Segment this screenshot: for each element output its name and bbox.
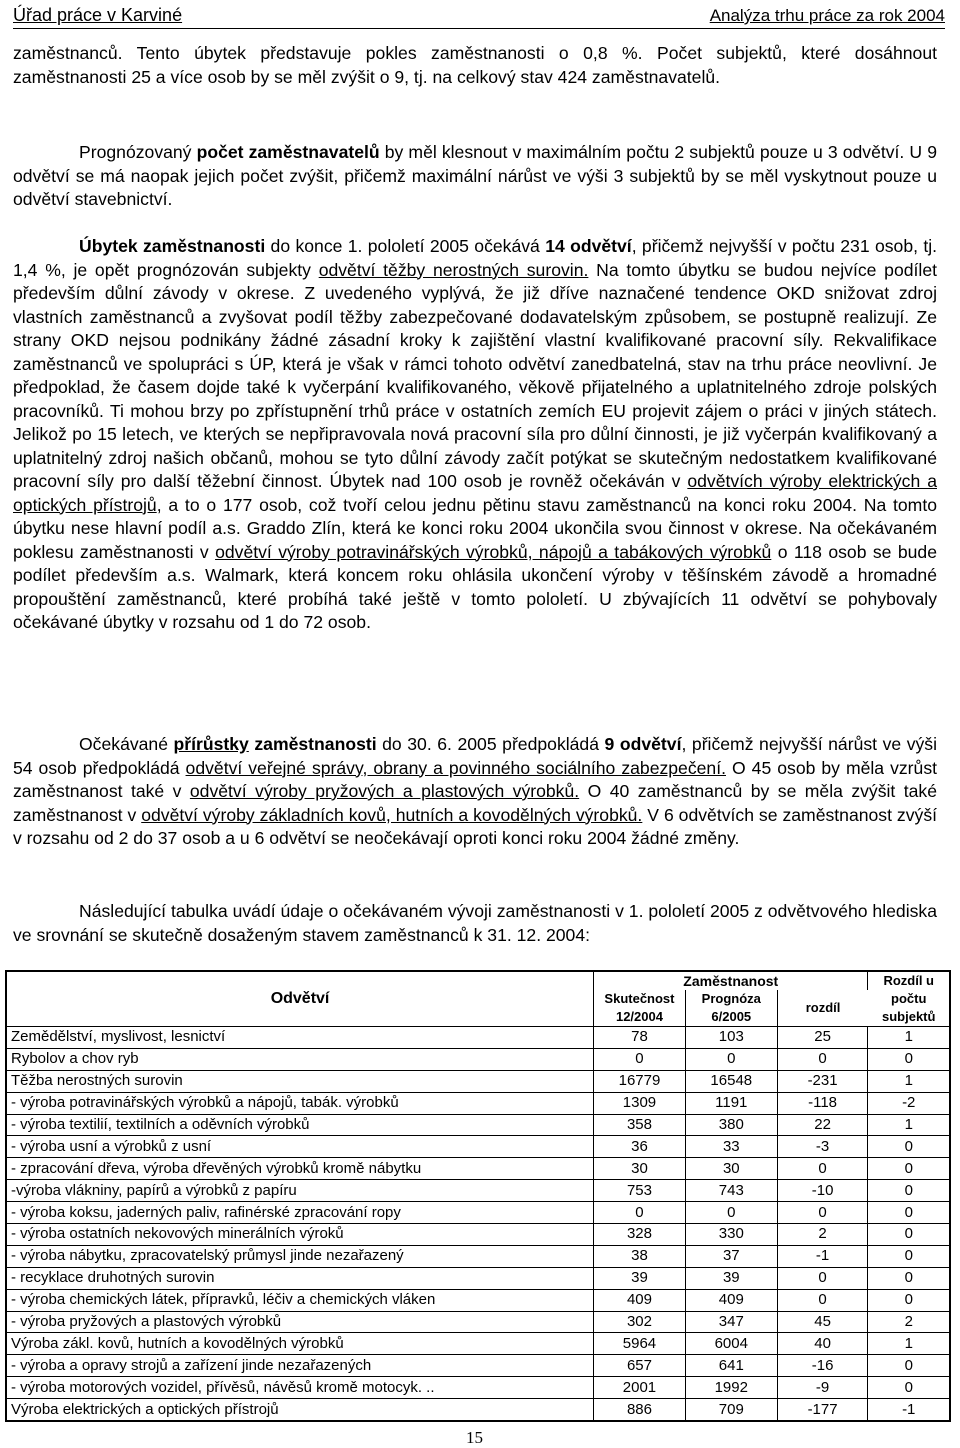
cell-rozdil-subjektu: 0 — [868, 1290, 949, 1312]
table-row — [7, 1093, 949, 1115]
cell-odvetvi: Zemědělství, myslivost, lesnictví — [7, 1027, 594, 1049]
table-row — [7, 1136, 949, 1158]
cell-rozdil: -16 — [778, 1355, 869, 1377]
cell-rozdil-subjektu: 0 — [868, 1158, 949, 1180]
table-row — [7, 1399, 949, 1420]
th-skutecnost: Skutečnost 12/2004 — [594, 990, 686, 1027]
cell-rozdil: -9 — [778, 1377, 869, 1399]
p4-a: Očekávané — [79, 734, 174, 754]
cell-odvetvi: - výroba pryžových a plastových výrobků — [7, 1312, 594, 1334]
cell-rozdil-subjektu: 0 — [868, 1049, 949, 1071]
p3-i: odvětví výroby potravinářských výrobků, nápojů a tabákových výrobků — [215, 541, 772, 562]
p4-g: odvětví veřejné správy, obrany a povinného sociálního zabezpečení. — [185, 757, 726, 778]
p4-i: odvětví výroby pryžových a plastových výrobků. — [189, 781, 580, 801]
page-header — [13, 2, 945, 29]
table-row — [7, 1202, 949, 1224]
table-row — [7, 1246, 949, 1268]
page-number: 15 — [466, 1428, 483, 1447]
cell-skutecnost: 2001 — [594, 1377, 686, 1399]
cell-prognoza: 330 — [686, 1224, 778, 1246]
p4-e: 9 odvětví — [604, 734, 682, 754]
cell-prognoza: 0 — [686, 1202, 778, 1224]
cell-odvetvi: - výroba a opravy strojů a zařízení jinde nezařazených — [7, 1355, 594, 1377]
p4-h: O 45 osob by měla vzrůst zaměstnanost také v — [13, 757, 937, 801]
cell-skutecnost: 886 — [594, 1399, 686, 1420]
p3-h: , a to o 177 osob, což tvoří celou jednu pětinu stavu zaměstnanců na konci roku 2004. Na tomto úbytku nese hlavní podíl a.s. Graddo Zlín, která ke konci roku 2004 ukončila svou činnost v okrese. Na očekávaném poklesu zaměstnanosti v — [13, 494, 938, 562]
cell-rozdil: -177 — [778, 1399, 869, 1420]
p5-text: Následující tabulka uvádí údaje o očekávaném vývoji zaměstnanosti v 1. pololetí 2005 z odvětvového hlediska ve srovnání se skutečně dosaženým stavem zaměstnanců k 31. 12. 2004: — [13, 901, 937, 945]
cell-skutecnost: 0 — [594, 1202, 686, 1224]
p3-j: o 118 osob se bude podílet především a.s. Walmark, která koncem roku ohlásila ukončení výroby v těšínském závodě a hromadné propouštění zaměstnanců, které probíhá také ještě v tomto pololetí. U zbývajících 11 odvětví se pohybovaly očekávané úbytky v rozsahu od 1 do 72 osob. — [13, 541, 937, 632]
cell-rozdil-subjektu: 0 — [868, 1355, 949, 1377]
cell-rozdil-subjektu: -1 — [902, 1400, 916, 1418]
p4-b: přírůstky — [173, 734, 249, 754]
cell-skutecnost: 38 — [594, 1246, 686, 1268]
cell-rozdil-subjektu: 0 — [868, 1268, 949, 1290]
p3-g: odvětvích výroby elektrických a optických přístrojů — [13, 471, 937, 515]
th-prognoza: Prognóza 6/2005 — [686, 990, 778, 1027]
p3-d: , přičemž nejvyšší v počtu 231 osob, tj. 1,4 %, je opět prognózován subjekty — [13, 236, 938, 280]
cell-rozdil-subjektu: 0 — [868, 1377, 949, 1399]
header-title: Analýza trhu práce za rok 2004 — [709, 6, 945, 25]
cell-skutecnost: 409 — [594, 1290, 686, 1312]
table-row — [7, 1158, 949, 1180]
cell-rozdil: -118 — [778, 1093, 869, 1115]
cell-rozdil: -1 — [778, 1246, 869, 1268]
p4-f: , přičemž nejvyšší nárůst ve výši 54 osob předpokládá — [13, 734, 938, 778]
table-row — [7, 1049, 949, 1071]
th-rozdil-subjektu: Rozdíl u počtu subjektů — [868, 972, 949, 1027]
cell-prognoza: 743 — [686, 1180, 778, 1202]
cell-rozdil: -231 — [778, 1071, 869, 1093]
table-row — [7, 1027, 949, 1049]
cell-prognoza: 39 — [686, 1268, 778, 1290]
cell-rozdil: 45 — [778, 1312, 869, 1334]
cell-odvetvi: Rybolov a chov ryb — [7, 1049, 594, 1071]
paragraph-5 — [13, 900, 937, 947]
cell-odvetvi: - výroba motorových vozidel, přívěsů, návěsů kromě motocyk. .. — [7, 1377, 594, 1399]
cell-rozdil: 22 — [778, 1115, 869, 1137]
p4-j: O 40 zaměstnanců by se měla zvýšit také zaměstnanost v — [13, 781, 938, 825]
cell-odvetvi: Výroba elektrických a optických přístrojů — [7, 1399, 594, 1420]
p3-c: 14 odvětví — [545, 236, 632, 256]
cell-skutecnost: 36 — [594, 1136, 686, 1158]
table-row — [7, 1268, 949, 1290]
cell-rozdil: -10 — [778, 1180, 869, 1202]
employment-table — [5, 970, 951, 1422]
cell-skutecnost: 358 — [594, 1115, 686, 1137]
p3-b: do konce 1. pololetí 2005 očekává — [265, 236, 546, 256]
cell-prognoza: 380 — [686, 1115, 778, 1137]
cell-odvetvi: - zpracování dřeva, výroba dřevěných výrobků kromě nábytku — [7, 1158, 594, 1180]
cell-skutecnost: 1309 — [594, 1093, 686, 1115]
cell-rozdil-subjektu: 2 — [868, 1312, 949, 1334]
p3-f: Na tomto úbytku se budou nejvíce podílet především důlní závody v okrese. Z uvedeného vyplývá, že již dříve naznačené tendence OKD snižovat zdroj vlastních zaměstnanců a zvyšovat podíl těžby zabezpečované dodavatelským způsobem, se postupně realizují. Ze strany OKD nejsou podnikány žádné zásadní kroky k zajištění vlastní kvalifikované pracovní síly. Rekvalifikace zaměstnanců ve spolupráci s ÚP, která je však v rámci tohoto odvětví zanedbatelná, stav na trhu práce neovlivní. Je předpoklad, že časem dojde také k vyčerpání kvalifikovaného, věkově přijatelného a uplatnitelného zdroje polských pracovníků. Ti mohou brzy po zpřístupnění trhů práce v ostatních zemích EU projevit zájem o práci v jiných státech. Jelikož po 15 letech, ve kterých se nepřipravovala nová pracovní síla pro důlní činnosti, je již vyčerpán kvalifikovaný a uplatnitelný zdroj našich občanů, mohou se tyto důlní závody začít potýkat se skutečným nedostatkem kvalifikované pracovní síly pro další těžební činnost. Úbytek nad 100 osob je rovněž očekáván v — [13, 259, 938, 491]
cell-prognoza: 6004 — [686, 1333, 778, 1355]
th-rozdil: rozdíl — [778, 990, 869, 1027]
cell-prognoza: 103 — [686, 1027, 778, 1049]
cell-odvetvi: - výroba usní a výrobků z usní — [7, 1136, 594, 1158]
cell-rozdil-subjektu: 0 — [868, 1136, 949, 1158]
cell-skutecnost: 16779 — [594, 1071, 686, 1093]
table-row — [7, 1115, 949, 1137]
cell-odvetvi: Výroba zákl. kovů, hutních a kovodělných výrobků — [7, 1333, 594, 1355]
p4-l: V 6 odvětvích se zaměstnanost zvýší v rozsahu od 2 do 37 osob a u 6 odvětví se neočekávají oproti konci roku 2004 žádné změny. — [13, 804, 938, 848]
cell-prognoza: 37 — [686, 1246, 778, 1268]
cell-skutecnost: 78 — [594, 1027, 686, 1049]
cell-prognoza: 0 — [686, 1049, 778, 1071]
p4-c: zaměstnanosti — [248, 734, 377, 754]
cell-prognoza: 1992 — [686, 1377, 778, 1399]
p3-e: odvětví těžby nerostných surovin. — [318, 259, 589, 280]
table-row — [7, 1180, 949, 1202]
cell-odvetvi: - výroba potravinářských výrobků a nápojů, tabák. výrobků — [7, 1093, 594, 1115]
paragraph-4 — [13, 733, 937, 851]
table-row — [7, 1333, 949, 1355]
cell-rozdil-subjektu: 0 — [868, 1202, 949, 1224]
cell-odvetvi: -výroba vlákniny, papírů a výrobků z papíru — [7, 1180, 594, 1202]
cell-prognoza: 709 — [686, 1399, 778, 1420]
cell-skutecnost: 328 — [594, 1224, 686, 1246]
cell-skutecnost: 5964 — [594, 1333, 686, 1355]
cell-odvetvi: - výroba koksu, jaderných paliv, rafinérské zpracování ropy — [7, 1202, 594, 1224]
table-row — [7, 1071, 949, 1093]
table-row — [7, 1312, 949, 1334]
cell-odvetvi: - recyklace druhotných surovin — [7, 1268, 594, 1290]
cell-rozdil-subjektu: 0 — [868, 1246, 949, 1268]
header-office: Úřad práce v Karviné — [13, 5, 183, 25]
p4-k: odvětví výroby základních kovů, hutních a kovodělných výrobků. — [141, 804, 643, 825]
th-zamestnanost: Zaměstnanost — [594, 972, 868, 990]
cell-prognoza: 347 — [686, 1312, 778, 1334]
cell-rozdil: 40 — [778, 1333, 869, 1355]
p2-c: by měl klesnout v maximálním počtu 2 subjektů pouze u 3 odvětví. U 9 odvětví se má naopak jejich počet zvýšit, přičemž maximální nárůst ve výši 3 subjektů by se měl vyskytnout pouze u odvětví stavebnictví. — [13, 142, 937, 209]
cell-prognoza: 33 — [686, 1136, 778, 1158]
cell-skutecnost: 0 — [594, 1049, 686, 1071]
paragraph-3 — [13, 235, 937, 635]
p2-b: počet zaměstnavatelů — [196, 142, 380, 162]
cell-prognoza: 30 — [686, 1158, 778, 1180]
table-row — [7, 1377, 949, 1399]
cell-prognoza: 1191 — [686, 1093, 778, 1115]
p2-a: Prognózovaný — [79, 142, 197, 162]
cell-rozdil: 0 — [778, 1049, 869, 1071]
cell-skutecnost: 39 — [594, 1268, 686, 1290]
cell-rozdil: 2 — [778, 1224, 869, 1246]
cell-rozdil: -3 — [778, 1136, 869, 1158]
p3-a: Úbytek zaměstnanosti — [79, 236, 266, 256]
cell-rozdil: 0 — [778, 1202, 869, 1224]
cell-rozdil: 0 — [778, 1158, 869, 1180]
cell-rozdil-subjektu: 0 — [868, 1180, 949, 1202]
cell-skutecnost: 302 — [594, 1312, 686, 1334]
cell-rozdil-subjektu: -2 — [868, 1093, 949, 1115]
p4-d: do 30. 6. 2005 předpokládá — [376, 734, 605, 754]
paragraph-1-text: zaměstnanců. Tento úbytek představuje pokles zaměstnanosti o 0,8 %. Počet subjektů, které dosáhnout zaměstnanosti 25 a více osob by se měl zvýšit o 9, tj. na celkový stav 424 zaměstnavatelů. — [13, 43, 937, 87]
table-row — [7, 1355, 949, 1377]
cell-rozdil-subjektu: 1 — [868, 1027, 949, 1049]
cell-rozdil: 0 — [778, 1290, 869, 1312]
table-row — [7, 1224, 949, 1246]
paragraph-2 — [13, 141, 937, 212]
cell-rozdil-subjektu: 1 — [868, 1333, 949, 1355]
cell-rozdil: 0 — [778, 1268, 869, 1290]
cell-prognoza: 16548 — [686, 1071, 778, 1093]
cell-odvetvi: Těžba nerostných surovin — [7, 1071, 594, 1093]
cell-odvetvi: - výroba ostatních nekovových minerálních výroků — [7, 1224, 594, 1246]
cell-rozdil-subjektu: 1 — [868, 1071, 949, 1093]
cell-skutecnost: 753 — [594, 1180, 686, 1202]
cell-odvetvi: - výroba nábytku, zpracovatelský průmysl jinde nezařazený — [7, 1246, 594, 1268]
cell-rozdil-subjektu: 0 — [868, 1224, 949, 1246]
cell-skutecnost: 30 — [594, 1158, 686, 1180]
cell-prognoza: 409 — [686, 1290, 778, 1312]
cell-prognoza: 641 — [686, 1355, 778, 1377]
paragraph-1 — [13, 42, 937, 89]
cell-rozdil-subjektu: 1 — [868, 1115, 949, 1137]
cell-skutecnost: 657 — [594, 1355, 686, 1377]
th-odvetvi: Odvětví — [7, 972, 594, 1027]
cell-odvetvi: - výroba chemických látek, přípravků, léčiv a chemických vláken — [7, 1290, 594, 1312]
cell-rozdil: 25 — [778, 1027, 869, 1049]
cell-odvetvi: - výroba textilií, textilních a oděvních výrobků — [7, 1115, 594, 1137]
table-row — [7, 1290, 949, 1312]
